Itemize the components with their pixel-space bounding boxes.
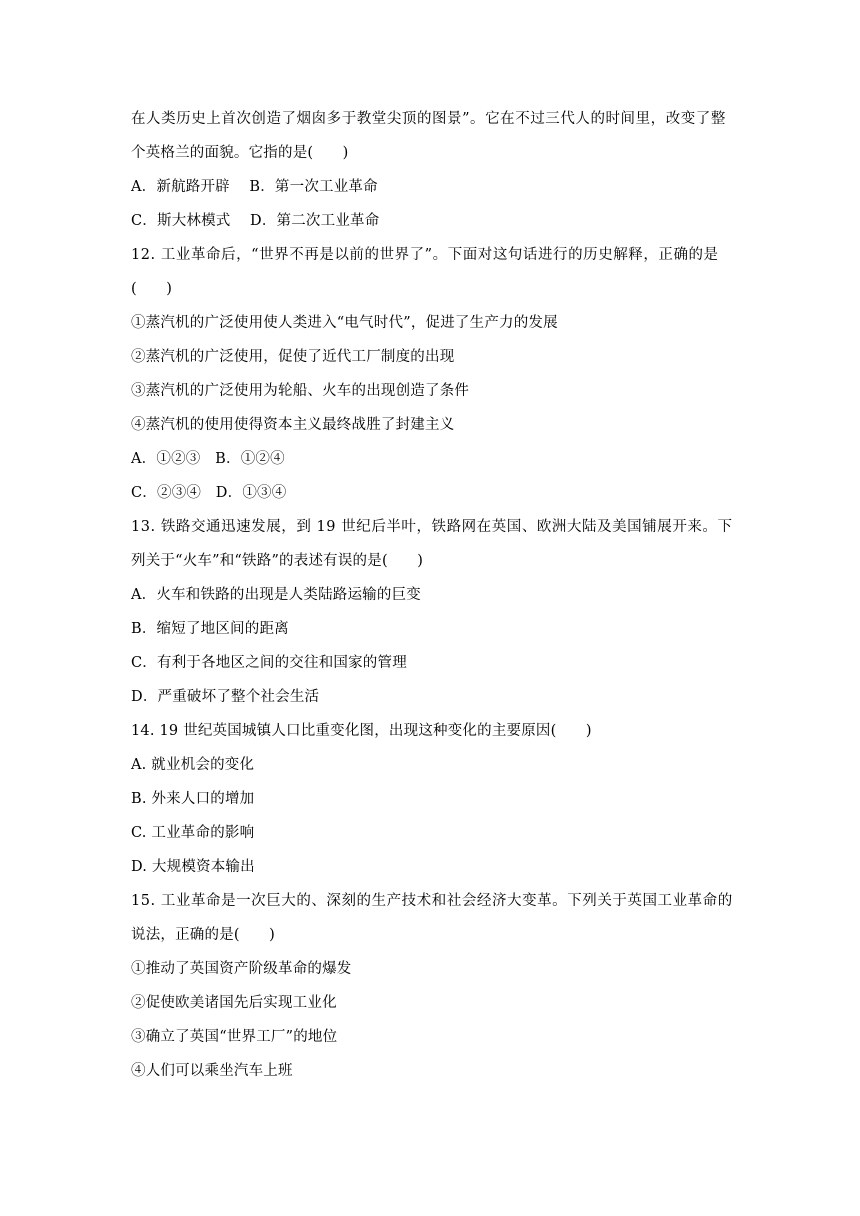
q11-stem-line-1: 在人类历史上首次创造了烟囱多于教堂尖顶的图景”。它在不过三代人的时间里，改变了整 bbox=[131, 111, 726, 127]
q12-stem-line-1: 12. 工业革命后，“世界不再是以前的世界了”。下面对这句话进行的历史解释，正确的是 bbox=[131, 247, 719, 263]
q14-option-d: D. 大规模资本输出 bbox=[131, 859, 255, 875]
q13-option-b: B．缩短了地区间的距离 bbox=[131, 621, 289, 637]
q12-options-cd: C．②③④ D．①③④ bbox=[131, 485, 287, 501]
q12-statement-4: ④蒸汽机的使用使得资本主义最终战胜了封建主义 bbox=[131, 417, 455, 433]
q11-options-ab: A．新航路开辟 B．第一次工业革命 bbox=[131, 179, 378, 195]
q12-statement-3: ③蒸汽机的广泛使用为轮船、火车的出现创造了条件 bbox=[131, 383, 470, 399]
q11-stem-line-2: 个英格兰的面貌。它指的是( ) bbox=[131, 145, 349, 161]
q12-options-ab: A．①②③ B．①②④ bbox=[131, 451, 285, 467]
q15-statement-1: ①推动了英国资产阶级革命的爆发 bbox=[131, 961, 352, 977]
q15-statement-4: ④人们可以乘坐汽车上班 bbox=[131, 1063, 293, 1079]
q13-option-d: D．严重破坏了整个社会生活 bbox=[131, 689, 320, 705]
q14-option-a: A. 就业机会的变化 bbox=[131, 757, 255, 773]
q14-option-b: B. 外来人口的增加 bbox=[131, 791, 255, 807]
q15-stem-line-1: 15. 工业革命是一次巨大的、深刻的生产技术和社会经济大变革。下列关于英国工业革命的 bbox=[131, 893, 733, 909]
q13-stem-line-1: 13. 铁路交通迅速发展，到 19 世纪后半叶，铁路网在英国、欧洲大陆及美国铺展开来。下 bbox=[131, 519, 733, 535]
q12-statement-1: ①蒸汽机的广泛使用使人类进入“电气时代”，促进了生产力的发展 bbox=[131, 315, 558, 331]
q13-option-c: C．有利于各地区之间的交往和国家的管理 bbox=[131, 655, 407, 671]
q15-statement-3: ③确立了英国“世界工厂”的地位 bbox=[131, 1029, 338, 1045]
q15-statement-2: ②促使欧美诸国先后实现工业化 bbox=[131, 995, 337, 1011]
q11-options-cd: C．斯大林模式 D．第二次工业革命 bbox=[131, 213, 380, 229]
q13-option-a: A．火车和铁路的出现是人类陆路运输的巨变 bbox=[131, 587, 421, 603]
q13-stem-line-2: 列关于“火车”和“铁路”的表述有误的是( ) bbox=[131, 553, 424, 569]
q15-stem-line-2: 说法，正确的是( ) bbox=[131, 927, 276, 943]
q14-stem: 14. 19 世纪英国城镇人口比重变化图，出现这种变化的主要原因( ) bbox=[131, 723, 592, 739]
q14-option-c: C. 工业革命的影响 bbox=[131, 825, 255, 841]
q12-stem-line-2: ( ) bbox=[131, 281, 173, 297]
q12-statement-2: ②蒸汽机的广泛使用，促使了近代工厂制度的出现 bbox=[131, 349, 455, 365]
